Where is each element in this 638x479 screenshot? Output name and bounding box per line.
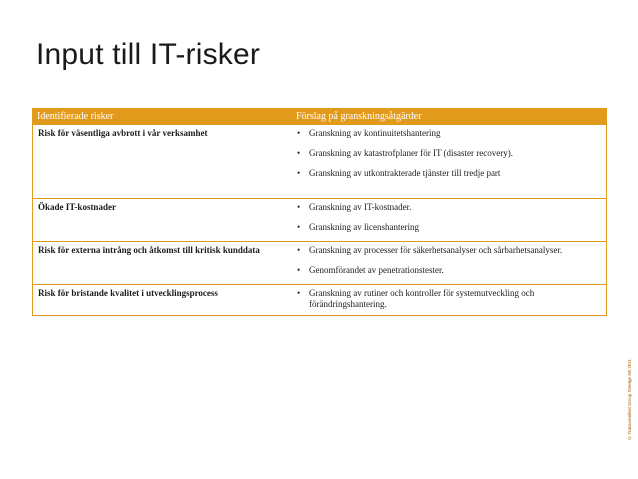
risk-cell: Risk för väsentliga avbrott i vår verksamhet — [38, 128, 208, 138]
bullet-icon: • — [297, 168, 301, 178]
bullet-item: • Granskning av IT-kostnader. — [297, 202, 412, 212]
bullet-icon: • — [297, 288, 301, 298]
bullet-item: • Granskning av processer för säkerhetsanalyser och sårbarhetsanalyser. — [297, 245, 563, 255]
bullet-item: • Granskning av rutiner och kontroller för systemutveckling och förändringshantering. — [297, 288, 535, 309]
bullet-icon: • — [297, 265, 301, 275]
header-identified-risks: Identifierade risker — [37, 111, 114, 122]
table-row — [32, 199, 607, 242]
bullet-icon: • — [297, 128, 301, 138]
risk-cell: Ökade IT-kostnader — [38, 202, 116, 212]
bullet-icon: • — [297, 222, 301, 232]
actions-cell — [289, 125, 606, 198]
copyright-notice: © Transcendent Group Sverige AB 2011 — [627, 359, 632, 441]
risk-table — [32, 108, 607, 316]
bullet-item: • Genomförandet av penetrationstester. — [297, 265, 444, 275]
table-row — [32, 285, 607, 316]
table-row — [32, 242, 607, 285]
bullet-item: • Granskning av utkontrakterade tjänster till tredje part — [297, 168, 501, 178]
risk-cell: Risk för externa intrång och åtkomst till kritisk kunddata — [38, 245, 260, 255]
bullet-icon: • — [297, 202, 301, 212]
slide-title: Input till IT-risker — [36, 38, 261, 71]
bullet-item: • Granskning av kontinuitetshantering — [297, 128, 441, 138]
bullet-item: • Granskning av licenshantering — [297, 222, 419, 232]
risk-cell: Risk för bristande kvalitet i utvecklingsprocess — [38, 288, 218, 298]
bullet-icon: • — [297, 148, 301, 158]
actions-cell — [289, 285, 606, 315]
actions-cell — [289, 242, 606, 284]
table-header — [32, 108, 607, 125]
bullet-icon: • — [297, 245, 301, 255]
actions-cell — [289, 199, 606, 241]
table-row — [32, 125, 607, 199]
bullet-item: • Granskning av katastrofplaner för IT (disaster recovery). — [297, 148, 514, 158]
header-proposed-actions: Förslag på granskningsåtgärder — [296, 111, 422, 122]
